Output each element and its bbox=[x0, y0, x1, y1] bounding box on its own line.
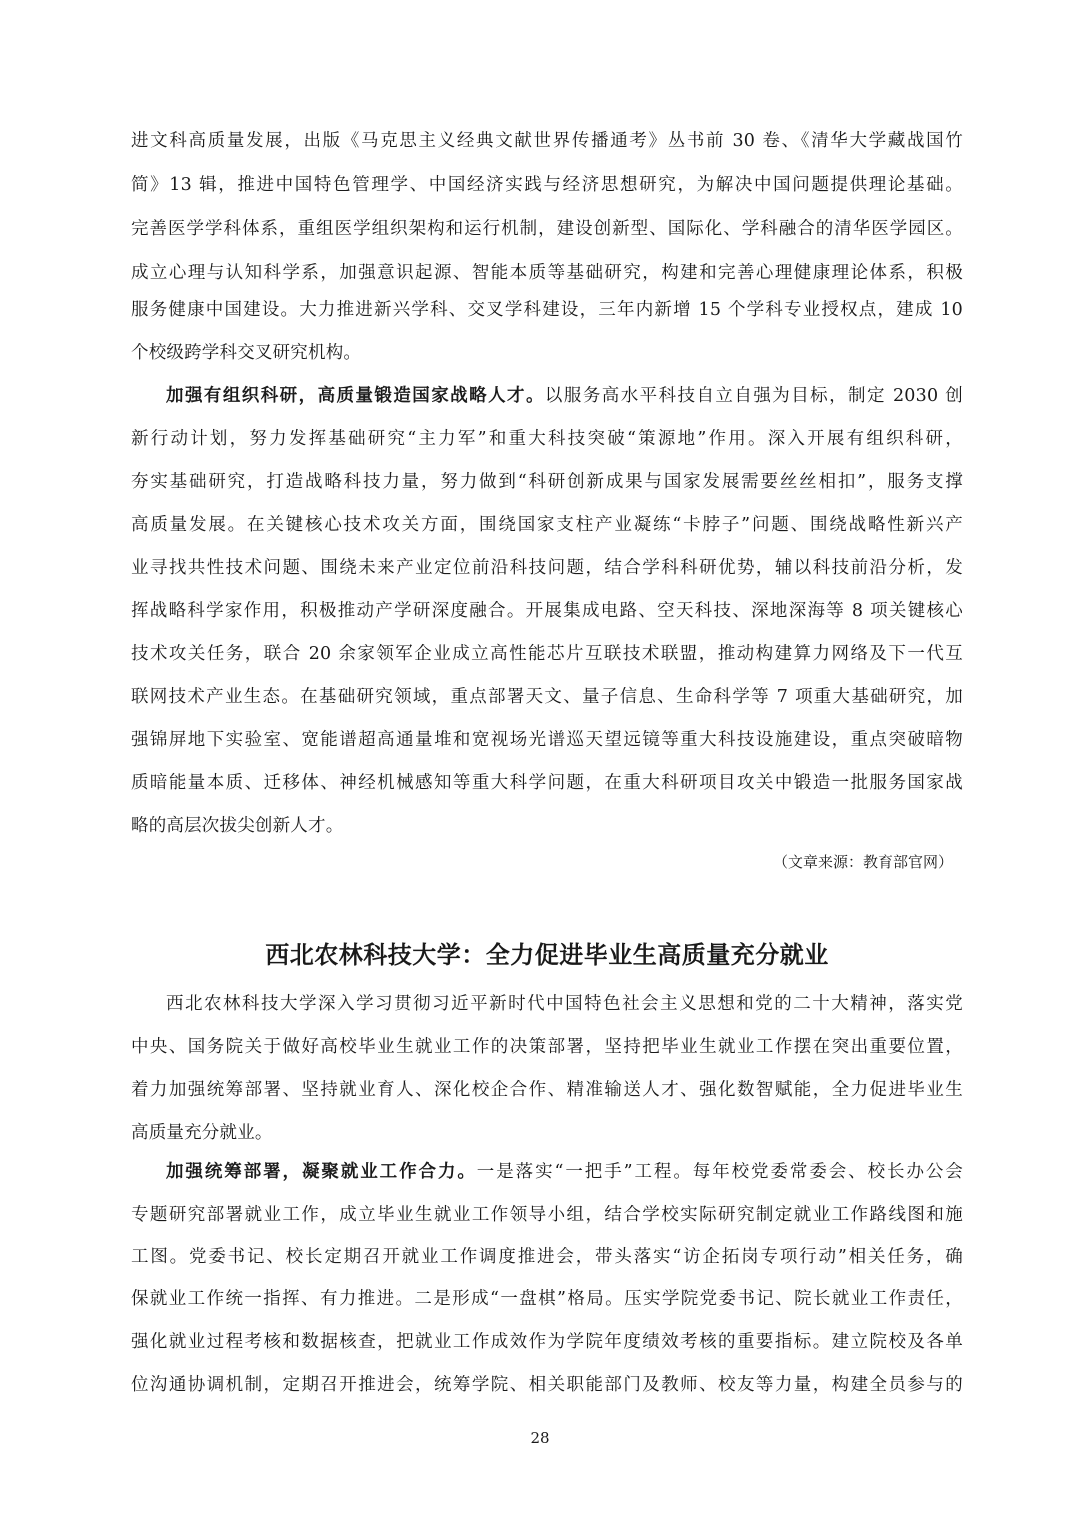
article1-line: 简》13 辑，推进中国特色管理学、中国经济实践与经济思想研究，为解决中国问题提供理论基础。 bbox=[131, 175, 963, 195]
article1-line: 完善医学学科体系，重组医学组织架构和运行机制，建设创新型、国际化、学科融合的清华医学园区。 bbox=[131, 219, 963, 239]
article1-para2-line: 联网技术产业生态。在基础研究领域，重点部署天文、量子信息、生命科学等 7 项重大基础研究，加 bbox=[131, 687, 963, 707]
article1-para2-line: 新行动计划，努力发挥基础研究“主力军”和重大科技突破“策源地”作用。深入开展有组织科研， bbox=[131, 429, 963, 449]
article1-para2-line: 质暗能量本质、迁移体、神经机械感知等重大科学问题，在重大科研项目攻关中锻造一批服务国家战 bbox=[131, 773, 963, 793]
article1-line: 进文科高质量发展，出版《马克思主义经典文献世界传播通考》丛书前 30 卷、《清华大学藏战国竹 bbox=[131, 131, 963, 151]
article2-para2-line: 强化就业过程考核和数据核查，把就业工作成效作为学院年度绩效考核的重要指标。建立院校及各单 bbox=[131, 1332, 963, 1352]
article-source: （文章来源：教育部官网） bbox=[772, 853, 953, 871]
article2-intro-line: 着力加强统筹部署、坚持就业育人、深化校企合作、精准输送人才、强化数智赋能，全力促进毕业生 bbox=[131, 1080, 963, 1100]
article2-para2-line: 位沟通协调机制，定期召开推进会，统筹学院、相关职能部门及教师、校友等力量，构建全员参与的 bbox=[131, 1375, 963, 1395]
article1-para2-line: 技术攻关任务，联合 20 余家领军企业成立高性能芯片互联技术联盟，推动构建算力网络及下一代互 bbox=[131, 644, 963, 664]
article2-intro-line: 高质量充分就业。 bbox=[131, 1123, 273, 1143]
article2-intro-line: 中央、国务院关于做好高校毕业生就业工作的决策部署，坚持把毕业生就业工作摆在突出重要位置， bbox=[131, 1037, 963, 1057]
article1-para2-line: 挥战略科学家作用，积极推动产学研深度融合。开展集成电路、空天科技、深地深海等 8 项关键核心 bbox=[131, 601, 963, 621]
article2-para2-line: 工图。党委书记、校长定期召开就业工作调度推进会，带头落实“访企拓岗专项行动”相关任务，确 bbox=[131, 1247, 963, 1267]
article2-para2-heading: 加强统筹部署，凝聚就业工作合力。 bbox=[166, 1162, 477, 1182]
article2-para2-line: 保就业工作统一指挥、有力推进。二是形成“一盘棋”格局。压实学院党委书记、院长就业工作责任， bbox=[131, 1289, 963, 1309]
article1-para2-line: 略的高层次拔尖创新人才。 bbox=[131, 816, 344, 836]
article2-para2-first-text: 一是落实“一把手”工程。每年校党委常委会、校长办公会 bbox=[476, 1162, 963, 1182]
page-number: 28 bbox=[530, 1429, 550, 1447]
article1-para2-first-text: 以服务高水平科技自立自强为目标，制定 2030 创 bbox=[544, 386, 963, 406]
article1-para2-line: 夯实基础研究，打造战略科技力量，努力做到“科研创新成果与国家发展需要丝丝相扣”，服务支撑 bbox=[131, 472, 963, 492]
article1-para2-line: 强锦屏地下实验室、宽能谱超高通量堆和宽视场光谱巡天望远镜等重大科技设施建设，重点突破暗物 bbox=[131, 730, 963, 750]
article2-para2-line: 专题研究部署就业工作，成立毕业生就业工作领导小组，结合学校实际研究制定就业工作路线图和施 bbox=[131, 1205, 963, 1225]
article1-para2-line: 业寻找共性技术问题、围绕未来产业定位前沿科技问题，结合学科科研优势，辅以科技前沿分析，发 bbox=[131, 558, 963, 578]
article-title: 西北农林科技大学：全力促进毕业生高质量充分就业 bbox=[265, 941, 829, 969]
article1-para2-line: 高质量发展。在关键核心技术攻关方面，围绕国家支柱产业凝练“卡脖子”问题、围绕战略性新兴产 bbox=[131, 515, 963, 535]
article1-para2-heading: 加强有组织科研，高质量锻造国家战略人才。 bbox=[166, 386, 545, 406]
article1-para2-first-line bbox=[166, 384, 963, 408]
article1-line: 服务健康中国建设。大力推进新兴学科、交叉学科建设，三年内新增 15 个学科专业授权点，建成 10 bbox=[131, 300, 963, 320]
article1-line: 个校级跨学科交叉研究机构。 bbox=[131, 343, 362, 363]
article2-intro-line: 西北农林科技大学深入学习贯彻习近平新时代中国特色社会主义思想和党的二十大精神，落实党 bbox=[166, 994, 963, 1014]
article1-line: 成立心理与认知科学系，加强意识起源、智能本质等基础研究，构建和完善心理健康理论体系，积极 bbox=[131, 263, 963, 283]
article2-para2-first-line bbox=[166, 1160, 963, 1184]
